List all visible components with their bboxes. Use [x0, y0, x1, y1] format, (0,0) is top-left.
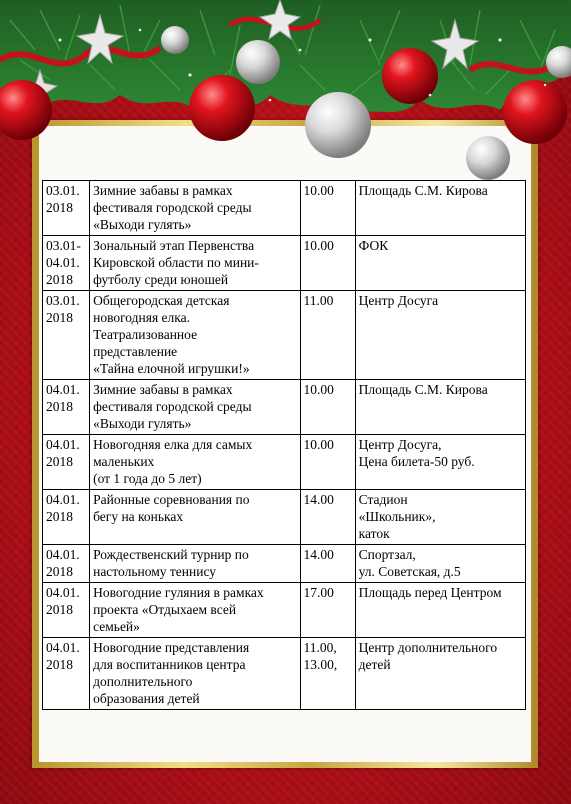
- cell-date-line: 2018: [46, 454, 73, 469]
- cell-date-line: 03.01.: [46, 183, 80, 198]
- cell-time-line: 14.00: [303, 547, 334, 562]
- cell-event: [90, 181, 300, 236]
- cell-date: [43, 236, 90, 291]
- cell-date-line: 04.01.: [46, 492, 80, 507]
- cell-place-line: каток: [358, 526, 390, 541]
- cell-time-line: 13.00,: [303, 657, 338, 672]
- cell-date: [43, 291, 90, 380]
- cell-place: [355, 435, 525, 490]
- cell-event-line: дополнительного: [93, 674, 193, 689]
- cell-event-line: «Выходи гулять»: [93, 217, 192, 232]
- cell-place-line: Цена билета-50 руб.: [358, 454, 475, 469]
- cell-place-line: «Школьник»,: [358, 509, 436, 524]
- cell-event-line: Новогодние гуляния в рамках: [93, 585, 264, 600]
- cell-event-line: «Тайна елочной игрушки!»: [93, 361, 250, 376]
- cell-time: [300, 291, 355, 380]
- cell-date-line: 2018: [46, 399, 73, 414]
- cell-time: [300, 236, 355, 291]
- cell-event-line: фестиваля городской среды: [93, 200, 252, 215]
- cell-place-line: Площадь С.М. Кирова: [358, 183, 488, 198]
- cell-time-line: 10.00: [303, 183, 334, 198]
- cell-event: [90, 490, 300, 545]
- cell-place-line: Центр дополнительного: [358, 640, 498, 655]
- cell-date-line: 04.01.: [46, 547, 80, 562]
- events-schedule-table: [42, 180, 526, 710]
- cell-time: [300, 638, 355, 710]
- cell-place: [355, 380, 525, 435]
- cell-date-line: 2018: [46, 200, 73, 215]
- cell-event-line: Общегородская детская: [93, 293, 230, 308]
- cell-place-line: Центр Досуга: [358, 293, 439, 308]
- cell-event-line: представление: [93, 344, 178, 359]
- cell-place: [355, 236, 525, 291]
- cell-event-line: Зимние забавы в рамках: [93, 183, 233, 198]
- cell-event-line: Новогодняя елка для самых: [93, 437, 253, 452]
- cell-event: [90, 380, 300, 435]
- cell-place-line: ФОК: [358, 238, 389, 253]
- cell-date-line: 04.01.: [46, 640, 80, 655]
- cell-place: [355, 490, 525, 545]
- cell-event-line: настольному теннису: [93, 564, 217, 579]
- cell-event-line: Рождественский турнир по: [93, 547, 249, 562]
- cell-event-line: Новогодние представления: [93, 640, 250, 655]
- cell-place: [355, 181, 525, 236]
- cell-event-line: Театрализованное: [93, 327, 198, 342]
- cell-time-line: 14.00: [303, 492, 334, 507]
- cell-date-line: 2018: [46, 272, 73, 287]
- cell-date-line: 2018: [46, 602, 73, 617]
- cell-event-line: Зональный этап Первенства: [93, 238, 255, 253]
- cell-event: [90, 638, 300, 710]
- cell-time-line: 10.00: [303, 382, 334, 397]
- cell-place-line: Площадь С.М. Кирова: [358, 382, 488, 397]
- cell-date-line: 2018: [46, 509, 73, 524]
- cell-time: [300, 545, 355, 583]
- cell-event: [90, 435, 300, 490]
- cell-date-line: 03.01.: [46, 293, 80, 308]
- cell-event: [90, 236, 300, 291]
- cell-time: [300, 380, 355, 435]
- cell-event-line: новогодняя елка.: [93, 310, 190, 325]
- cell-place: [355, 545, 525, 583]
- cell-event-line: для воспитанников центра: [93, 657, 246, 672]
- cell-place-line: Центр Досуга,: [358, 437, 442, 452]
- cell-event-line: (от 1 года до 5 лет): [93, 471, 202, 486]
- cell-date-line: 04.01.: [46, 585, 80, 600]
- table-row: [43, 583, 526, 638]
- cell-date: [43, 638, 90, 710]
- cell-place-line: Спортзал,: [358, 547, 416, 562]
- table-row: [43, 181, 526, 236]
- cell-time-line: 10.00: [303, 238, 334, 253]
- cell-event-line: образования детей: [93, 691, 200, 706]
- cell-time-line: 11.00,: [303, 640, 337, 655]
- cell-date-line: 04.01.: [46, 255, 80, 270]
- cell-time: [300, 490, 355, 545]
- cell-event-line: фестиваля городской среды: [93, 399, 252, 414]
- cell-place: [355, 291, 525, 380]
- cell-date: [43, 435, 90, 490]
- cell-date-line: 2018: [46, 310, 73, 325]
- table-row: [43, 291, 526, 380]
- cell-event-line: футболу среди юношей: [93, 272, 229, 287]
- cell-event-line: бегу на коньках: [93, 509, 184, 524]
- cell-date-line: 04.01.: [46, 437, 80, 452]
- table-row: [43, 236, 526, 291]
- cell-event-line: «Выходи гулять»: [93, 416, 192, 431]
- cell-date: [43, 545, 90, 583]
- cell-time-line: 11.00: [303, 293, 334, 308]
- cell-date: [43, 380, 90, 435]
- table-row: [43, 545, 526, 583]
- cell-time: [300, 181, 355, 236]
- cell-place: [355, 638, 525, 710]
- cell-date: [43, 181, 90, 236]
- schedule-body: [43, 181, 526, 710]
- table-row: [43, 435, 526, 490]
- cell-event-line: Кировской области по мини-: [93, 255, 259, 270]
- cell-time: [300, 435, 355, 490]
- cell-event: [90, 583, 300, 638]
- table-row: [43, 490, 526, 545]
- cell-place: [355, 583, 525, 638]
- cell-place-line: ул. Советская, д.5: [358, 564, 461, 579]
- cell-place-line: детей: [358, 657, 391, 672]
- cell-event: [90, 545, 300, 583]
- cell-time-line: 10.00: [303, 437, 334, 452]
- cell-date: [43, 583, 90, 638]
- cell-event-line: Районные соревнования по: [93, 492, 250, 507]
- cell-date-line: 2018: [46, 657, 73, 672]
- cell-date-line: 04.01.: [46, 382, 80, 397]
- cell-event-line: проекта «Отдыхаем всей: [93, 602, 237, 617]
- table-row: [43, 380, 526, 435]
- cell-place-line: Стадион: [358, 492, 408, 507]
- cell-date: [43, 490, 90, 545]
- cell-event-line: Зимние забавы в рамках: [93, 382, 233, 397]
- cell-place-line: Площадь перед Центром: [358, 585, 502, 600]
- cell-event-line: маленьких: [93, 454, 155, 469]
- cell-date-line: 03.01-: [46, 238, 81, 253]
- cell-event: [90, 291, 300, 380]
- table-row: [43, 638, 526, 710]
- cell-date-line: 2018: [46, 564, 73, 579]
- cell-time-line: 17.00: [303, 585, 334, 600]
- cell-event-line: семьей»: [93, 619, 140, 634]
- cell-time: [300, 583, 355, 638]
